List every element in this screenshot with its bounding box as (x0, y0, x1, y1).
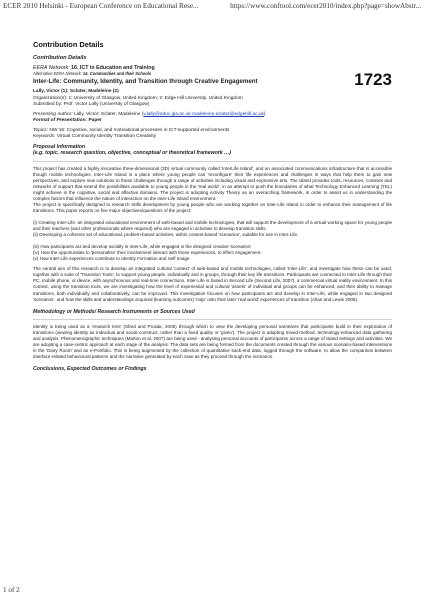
objective-4: (iv) How the opportunities to 'personalise' their involvement interact with these experiences, to effect engagement. (33, 250, 262, 256)
header-title: ECER 2010 Helsinki - European Conference on Educational Rese... (3, 2, 199, 10)
alt-network-label: Alternative EERA Network: (33, 71, 82, 77)
objective-1: (i) Creating Inter-Life: an integrated educational environment of web-based and mobile technologies, that will support the development of a virtual working space for young people and their teachers (and other professionals where required) who are engaged in activities to develop transition skills. (33, 220, 392, 232)
objective-3: (iii) How participants act and develop socially in Inter-Life, while engaged in the designed creative 'scenarios'. (33, 244, 253, 250)
authors: Lally, Victor (1); Sclater, Madeleine (2) (33, 89, 119, 95)
section-title: Contribution Details (33, 40, 104, 49)
orgs-value: 1: University of Glasgow, United Kingdom; 2: Edge Hill University, United Kingdom (68, 95, 243, 101)
paper-title: Inter-Life: Community, Identity, and Transition through Creative Engagement (33, 78, 258, 86)
paragraph-objectives: The project is specifically designed to research skills development by young people who are working together on Inter-Life Island in order to enhance their management of life transitions. This paper reports on five major objectives/questions of the project: (33, 201, 392, 213)
objective-5: (v) How Inter-Life experiences contribute to Identity Formation and Self Image (33, 256, 190, 262)
keywords-value: Virtual Community Identity Transition Creativity (56, 133, 157, 139)
contribution-number: 1723 (354, 70, 392, 89)
proposal-title: Proposal Information (33, 144, 86, 151)
eera-network-value: 16. ICT in Education and Training (71, 65, 155, 71)
paragraph-intro: This project has created a highly innovative three-dimensional (3D) virtual community called 'InterLife Island', and an associated communications infrastructure that is accessible though mobile technologies. Inter-Life Island is a place where young people can 'reconfigure' their life experiences and challenges in ways that help them to gain new perspectives, and explore new solutions to these challenges through a range of activities including visual and expressive arts. The island provides tools, resources, contexts and networks of support that extend the possibilities available to young people in the 'real world', in an attempt to push the boundaries of what Technology Enhanced Learning (TEL) might achieve in the cognitive, social and affective domains. The project is adopting Activity Theory as an overarching framework, in order to assist us in understanding the complex factors that influence the nature of interaction on the Inter-Life Island environment. (33, 165, 392, 201)
format-label: Format of Presentation: (33, 117, 88, 123)
topics-label: Topics: (33, 127, 49, 133)
conclusions-title: Conclusions, Expected Outcomes or Findings (33, 366, 147, 373)
email-link[interactable]: v.lally@educ.gla.ac.uk madeleine.sclater@edgehill.ac.uk (143, 111, 264, 117)
submitted-value: Prof. Victor Lally (University of Glasgow) (63, 101, 150, 107)
paragraph-aim: The central aim of this research is to develop an integrated cultural 'context' of web-based and mobile technologies, called 'Inter-Life', and investigate how these can be used, together with a suite of 'Transition Tools', to support young people, individually and in groups, through their key life transitions. Participants are connected to Inter-Life through their PC, mobile phone, or device, with asynchronous and real-time connections. Inter-Life is based in Second Life (Second Life, 2007), a commercial virtual reality environment. In this context, using the transition tools, we are investigating how the level of experiential and cultural 'assets' of individual and groups can be enhanced, and their ability to manage transitions, both individually and collaboratively, can be improved. This investigation focuses on how participants act and develop in Inter-Life, while engaged in two designed 'scenarios', and how the skills and understandings acquired (learning outcomes) 'map' onto their later 'real world' experiences of transition (Allan and Lewis 2006). (33, 266, 392, 302)
alt-network (33, 71, 392, 77)
keywords-label: Keywords: (33, 133, 56, 139)
document-body (33, 40, 392, 372)
divider (33, 319, 392, 320)
paragraph-methods: Identity is being used as a 'research lens' (Sfard and Prusak, 2005) through which to view the developing personal narratives that participants build in their exploration of transitions (viewing identity as individual and social construct, rather than a fixed quality or 'given'). The project is adopting mixed-method, technology-enhanced data gathering and analysis. Phenomenographic techniques (Marton et al, 2007) are being used - analysing personal accounts of participants across a range of island settings and activities. We are adopting a case-centric approach at each stage of the analysis. The data sets are being formed from the documents created through the various scenario-based interventions in the 'Diary Room' and an e-Portfolio. This is being augmented by the collection of quantitative back-end data, logged through the software, to allow the comparison between interface-related behavioural patterns and the narrative generated by each case as they proceed through the scenarios. (33, 323, 392, 360)
topics-value: NW 16: Cognitive, social, and motivational processes in ICT-supported environments (49, 127, 230, 133)
objective-2: (ii) Developing a coherent set of educational, problem-based activities, within context-based 'scenarios', suitable for use in Inter-Life. (33, 232, 299, 238)
presenting-author: Presenting Author: Lally, Victor; Sclater, Madeleine (v.lally@educ.gla.ac.uk madeleine.sclater@edgehill.ac.uk) (33, 111, 266, 117)
orgs-label: Organization(s): (33, 95, 68, 101)
divider (33, 161, 392, 162)
page-number: 1 of 2 (3, 586, 20, 594)
presenting-label: Presenting Author: (33, 111, 73, 117)
alt-network-value: 14. Communities and their Schools (82, 71, 152, 77)
methods-title: Methodology or Methods/ Research Instruments or Sources Used (33, 308, 195, 315)
format-value: Paper (88, 117, 102, 123)
eera-network-label: EERA Network: (33, 65, 70, 71)
print-header (3, 2, 421, 12)
submitted-label: Submitted by: (33, 101, 63, 107)
presenting-value: Lally, Victor; Sclater, Madeleine (73, 111, 141, 117)
header-url: https://www.conftool.com/ecer2010/index.php?page=showAbstr... (230, 2, 421, 10)
subsection-title: Contribution Details (33, 55, 87, 61)
proposal-subtitle: (e.g. topic, research question, objective, conceptual or theoretical framework …) (33, 150, 232, 157)
